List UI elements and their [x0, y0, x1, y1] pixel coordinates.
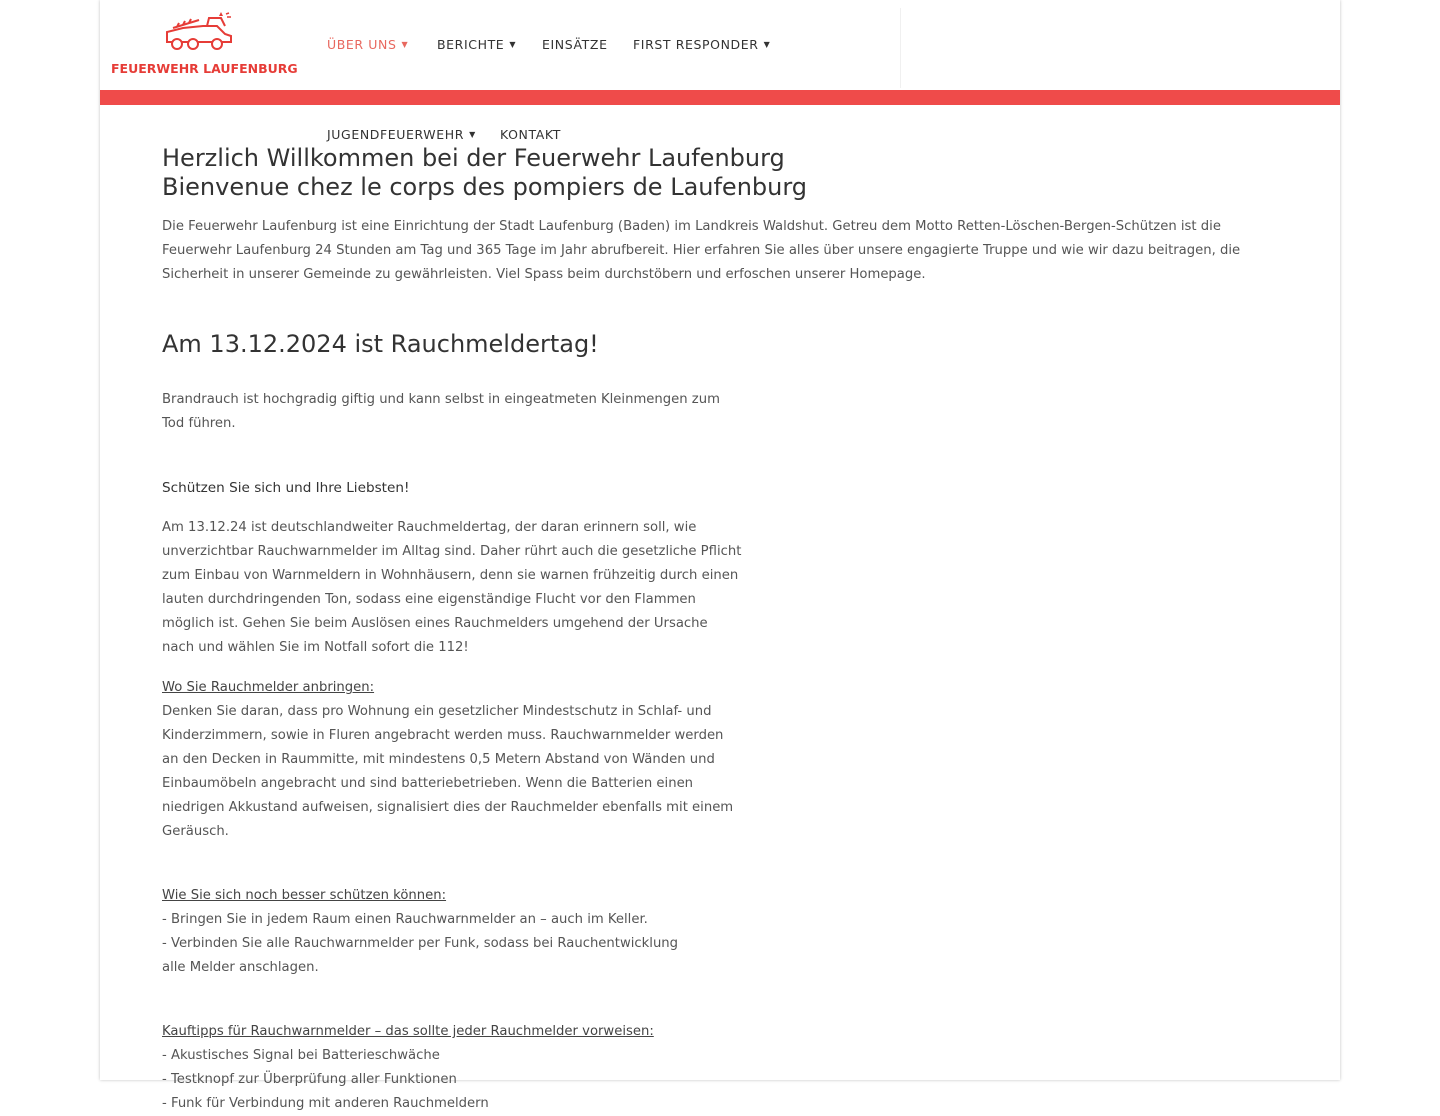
protect-heading: Wie Sie sich noch besser schützen können: [162, 888, 447, 903]
nav-item-jugendfeuerwehr[interactable] [327, 127, 476, 142]
nav-item-label: EINSÄTZE [542, 37, 608, 52]
chevron-down-icon: ▼ [469, 130, 476, 139]
article-paragraph-1: Brandrauch ist hochgradig giftig und kann selbst in eingeatmeten Kleinmengen zum Tod führen. [162, 392, 720, 431]
protect-item: - Verbinden Sie alle Rauchwarnmelder per Funk, sodass bei Rauchentwicklung alle Melder anschlagen. [162, 936, 679, 975]
where-text: Denken Sie daran, dass pro Wohnung ein gesetzlicher Mindestschutz in Schlaf- und Kinderzimmern, sowie in Fluren angebracht werden muss. Rauchwarnmelder werden an den Decken in Raummitte, mit mindestens 0,5 Metern Abstand von Wänden und Einbaumöbeln angebracht und sind batteriebetrieben. Wenn die Batterien einen niedrigen Akkustand aufweisen, signalisiert dies der Rauchmelder ebenfalls mit einem Geräusch. [162, 704, 734, 839]
buy-heading: Kauftipps für Rauchwarnmelder – das sollte jeder Rauchmelder vorweisen: [162, 1024, 654, 1039]
article-subheading: Schützen Sie sich und Ihre Liebsten! [162, 480, 410, 496]
nav-item-label: KONTAKT [500, 127, 561, 142]
nav-item-label: FIRST RESPONDER [633, 37, 759, 52]
nav-item-label: ÜBER UNS [327, 37, 397, 52]
fire-truck-icon [163, 12, 237, 54]
chevron-down-icon: ▼ [763, 40, 771, 49]
intro-text: Die Feuerwehr Laufenburg ist eine Einrichtung der Stadt Laufenburg (Baden) im Landkreis Waldshut. Getreu dem Motto Retten-Löschen-Bergen-Schützen ist die Feuerwehr Laufenburg 24 Stunden am Tag und 365 Tage im Jahr abrufbereit. Hier erfahren Sie alles über unsere engagierte Truppe und wie wir dazu beitragen, die Sicherheit in unserer Gemeinde zu gewährleisten. Viel Spass beim durchstöbern und erfoschen unserer Homepage. [162, 219, 1241, 282]
nav-item-einsaetze[interactable] [542, 37, 608, 52]
buy-item: - Testknopf zur Überprüfung aller Funktionen [162, 1072, 457, 1087]
nav-divider [900, 8, 901, 88]
protect-item: - Bringen Sie in jedem Raum einen Rauchwarnmelder an – auch im Keller. [162, 912, 648, 927]
buy-item: - Funk für Verbindung mit anderen Rauchmeldern [162, 1096, 489, 1111]
article-paragraph-3: Am 13.12.24 ist deutschlandweiter Rauchmeldertag, der daran erinnern soll, wie unverzichtbar Rauchwarnmelder im Alltag sind. Daher rührt auch die gesetzliche Pflicht zum Einbau von Warnmeldern in Wohnhäusern, denn sie warnen frühzeitig durch einen lauten durchdringenden Ton, sodass eine eigenständige Flucht vor den Flammen möglich ist. Gehen Sie beim Auslösen eines Rauchmelders umgehend der Ursache nach und wählen Sie im Notfall sofort die 112! [162, 520, 742, 655]
where-heading: Wo Sie Rauchmelder anbringen: [162, 680, 375, 695]
nav-item-label: JUGENDFEUERWEHR [327, 127, 465, 142]
page-container [100, 0, 1340, 1111]
chevron-down-icon: ▼ [509, 40, 517, 49]
nav-item-label: BERICHTE [437, 37, 505, 52]
chevron-down-icon: ▼ [401, 40, 409, 49]
site-header [100, 0, 1340, 90]
nav-item-first-responder[interactable] [633, 37, 770, 52]
header-red-bar [100, 90, 1340, 105]
site-logo[interactable] [111, 12, 298, 78]
nav-item-kontakt[interactable] [500, 127, 561, 142]
buy-item: - Akustisches Signal bei Batterieschwäche [162, 1048, 440, 1063]
nav-item-ueber-uns[interactable] [327, 37, 408, 52]
main-content [162, 144, 1247, 1116]
article-heading: Am 13.12.2024 ist Rauchmeldertag! [162, 330, 599, 358]
page-title-de: Herzlich Willkommen bei der Feuerwehr Laufenburg [162, 144, 785, 172]
page-title [162, 144, 1247, 202]
nav-item-berichte[interactable] [437, 37, 516, 52]
logo-text: FEUERWEHR LAUFENBURG [111, 61, 298, 76]
page-title-fr: Bienvenue chez le corps des pompiers de Laufenburg [162, 173, 808, 201]
article-body [162, 388, 742, 1116]
